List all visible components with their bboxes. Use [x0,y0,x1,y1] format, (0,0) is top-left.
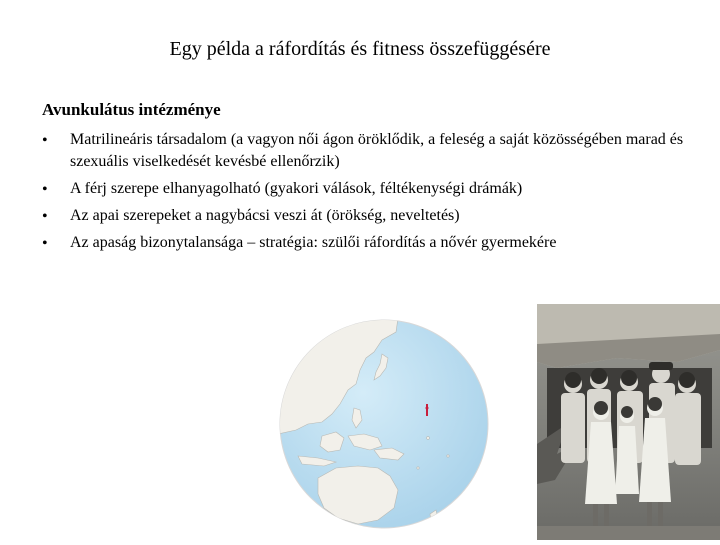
slide-title: Egy példa a ráfordítás és fitness összefüggésére [169,38,551,60]
bullet-text: A férj szerepe elhanyagolható (gyakori válások, féltékenységi drámák) [70,180,523,197]
section-heading: Avunkulátus intézménye [42,100,221,119]
bullet-text: Az apai szerepeket a nagybácsi veszi át (örökség, neveltetés) [70,207,460,224]
globe-map-icon [278,318,490,530]
family-photo-icon [537,304,720,540]
bullet-text: Az apaság bizonytalansága – stratégia: szülői ráfordítás a nővér gyermekére [70,234,557,251]
bullet-list [42,127,702,257]
bullet-item [42,203,702,230]
bullet-item [42,127,702,176]
bullet-icon: • [42,132,48,149]
bullet-icon: • [42,208,48,225]
bullet-text: Matrilineáris társadalom (a vagyon női ágon öröklődik, a feleség a saját közösségében marad és szexuális viselkedését kevésbé ellenőrzik) [70,131,684,170]
bullet-item [42,230,702,257]
bullet-item [42,176,702,203]
bullet-icon: • [42,235,48,252]
bullet-icon: • [42,181,48,198]
